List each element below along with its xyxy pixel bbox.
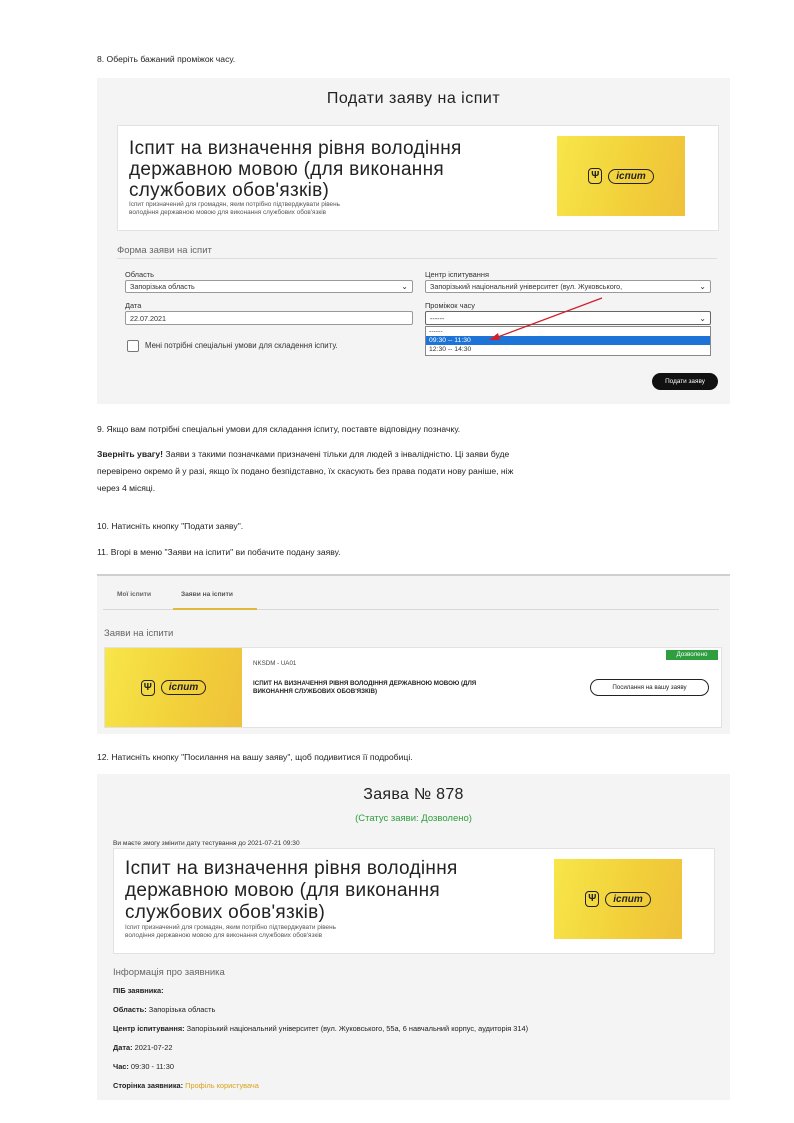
submit-button[interactable]: Подати заяву xyxy=(652,373,718,390)
ispyt-label: іспит xyxy=(608,169,653,184)
warning-line-2: перевірено окремо й у разі, якщо їх подано безпідставно, їх скасують без права подати нову раніше, ніж xyxy=(97,466,514,476)
date-label: Дата xyxy=(125,301,142,310)
exam-desc-line-2: володіння державною мовою для виконання службових обов'язків xyxy=(129,209,327,216)
time-label: Час: xyxy=(113,1062,129,1071)
top-bar xyxy=(97,574,730,576)
warning-line-3: через 4 місяці. xyxy=(97,483,156,493)
application-code: NKSDM - UA01 xyxy=(253,660,297,667)
center-row xyxy=(113,1024,528,1033)
time-option-selected[interactable]: 09:30 -- 11:30 xyxy=(426,336,710,345)
arrow-head xyxy=(489,333,500,340)
exam-desc-line-1: Іспит призначений для громадян, яким потрібно підтверджувати рівень xyxy=(129,201,340,208)
exam-title-line-2: державною мовою (для виконання xyxy=(129,159,444,180)
form-screenshot xyxy=(97,78,730,404)
region-label: Область xyxy=(125,270,155,279)
step-12-text: 12. Натисніть кнопку "Посилання на вашу заяву", щоб подивитися її подробиці. xyxy=(97,752,413,762)
time-option[interactable]: ------ xyxy=(429,328,443,335)
tab-applications[interactable]: Заяви на іспити xyxy=(181,591,233,598)
region-label: Область: xyxy=(113,1005,147,1014)
trident-icon: Ψ xyxy=(588,168,602,184)
warning-line-1: Заяви з такими позначками призначені тільки для людей з інвалідністю. Ці заяви буде xyxy=(163,449,510,459)
exam-title-line-2: державною мовою (для виконання xyxy=(125,880,440,901)
active-tab-underline xyxy=(173,608,257,610)
trident-icon: Ψ xyxy=(585,891,599,907)
region-value: Запорізька область xyxy=(146,1005,216,1014)
exam-title-line-3: службових обов'язків) xyxy=(125,902,326,923)
exam-desc-line-2: володіння державною мовою для виконання службових обов'язків xyxy=(125,932,323,939)
application-card xyxy=(104,647,722,728)
application-title: Заява № 878 xyxy=(363,786,464,803)
step-11-text: 11. Вгорі в меню "Заяви на іспити" ви побачите подану заяву. xyxy=(97,547,341,557)
center-label: Центр іспитування: xyxy=(113,1024,185,1033)
detail-screenshot xyxy=(97,774,730,1100)
application-name-line-2: ВИКОНАННЯ СЛУЖБОВИХ ОБОВ'ЯЗКІВ) xyxy=(253,688,378,695)
time-value: 09:30 - 11:30 xyxy=(128,1062,174,1071)
ispyt-label: іспит xyxy=(161,680,206,695)
chevron-down-icon: ⌄ xyxy=(401,282,408,291)
date-input-value: 22.07.2021 xyxy=(130,313,166,323)
time-option[interactable]: 12:30 -- 14:30 xyxy=(429,346,472,353)
center-select-value: Запорізький національний університет (вул. Жуковського, xyxy=(430,282,623,291)
form-page-title: Подати заяву на іспит xyxy=(326,90,501,107)
tab-my-exams[interactable]: Мої іспити xyxy=(117,591,152,598)
detail-exam-card xyxy=(113,848,715,954)
application-link-button[interactable]: Посилання на вашу заяву xyxy=(590,679,709,696)
date-label: Дата: xyxy=(113,1043,133,1052)
date-row xyxy=(113,1043,172,1052)
special-conditions-label: Мені потрібні спеціальні умови для складення іспиту. xyxy=(145,341,338,350)
time-label: Проміжок часу xyxy=(425,301,475,310)
ispyt-label: іспит xyxy=(605,892,650,907)
region-row xyxy=(113,1005,215,1014)
status-badge: Дозволено xyxy=(666,650,718,660)
applicant-info-heading: Інформація про заявника xyxy=(113,967,225,978)
application-emblem xyxy=(105,648,242,727)
pib-row xyxy=(113,986,164,995)
profile-link[interactable]: Профіль користувача xyxy=(183,1081,259,1090)
step-10-text: 10. Натисніть кнопку "Подати заяву". xyxy=(97,521,244,531)
chevron-down-icon: ⌄ xyxy=(699,282,706,291)
pib-label: ПІБ заявника: xyxy=(113,986,164,995)
arrow-line xyxy=(495,298,602,338)
list-screenshot xyxy=(97,574,730,734)
exam-title-line-1: Іспит на визначення рівня володіння xyxy=(129,138,462,159)
exam-title-line-3: службових обов'язків) xyxy=(129,180,330,201)
step-8-text: 8. Оберіть бажаний проміжок часу. xyxy=(97,54,236,64)
exam-title-line-1: Іспит на визначення рівня володіння xyxy=(125,858,458,879)
time-row xyxy=(113,1062,174,1071)
step-9-text: 9. Якщо вам потрібні спеціальні умови для складання іспиту, поставте відповідну позначку. xyxy=(97,424,461,434)
application-status: (Статус заяви: Дозволено) xyxy=(355,813,472,824)
change-date-note: Ви маєте змогу змінити дату тестування до 2021-07-21 09:30 xyxy=(113,840,300,847)
warning-paragraph xyxy=(97,446,727,497)
warning-bold: Зверніть увагу! xyxy=(97,449,163,459)
trident-icon: Ψ xyxy=(141,680,155,696)
form-section-title: Форма заяви на іспит xyxy=(117,245,212,256)
profile-label: Сторінка заявника: xyxy=(113,1081,184,1090)
chevron-down-icon: ⌄ xyxy=(699,313,706,323)
exam-desc-line-1: Іспит призначений для громадян, яким потрібно підтверджувати рівень xyxy=(125,924,336,931)
profile-row xyxy=(113,1081,259,1090)
center-label: Центр іспитування xyxy=(425,270,489,279)
applications-heading: Заяви на іспити xyxy=(104,628,174,639)
application-name-line-1: ІСПИТ НА ВИЗНАЧЕННЯ РІВНЯ ВОЛОДІННЯ ДЕРЖАВНОЮ МОВОЮ (ДЛЯ xyxy=(253,680,477,687)
exam-emblem xyxy=(554,859,682,939)
region-select-value: Запорізька область xyxy=(130,282,195,291)
date-value: 2021-07-22 xyxy=(132,1043,173,1052)
time-select-value: ------ xyxy=(430,313,445,323)
center-value: Запорізький національний університет (вул. Жуковського, 55а, 6 навчальний корпус, аудиторія 314) xyxy=(184,1024,529,1033)
red-arrow xyxy=(97,78,730,404)
